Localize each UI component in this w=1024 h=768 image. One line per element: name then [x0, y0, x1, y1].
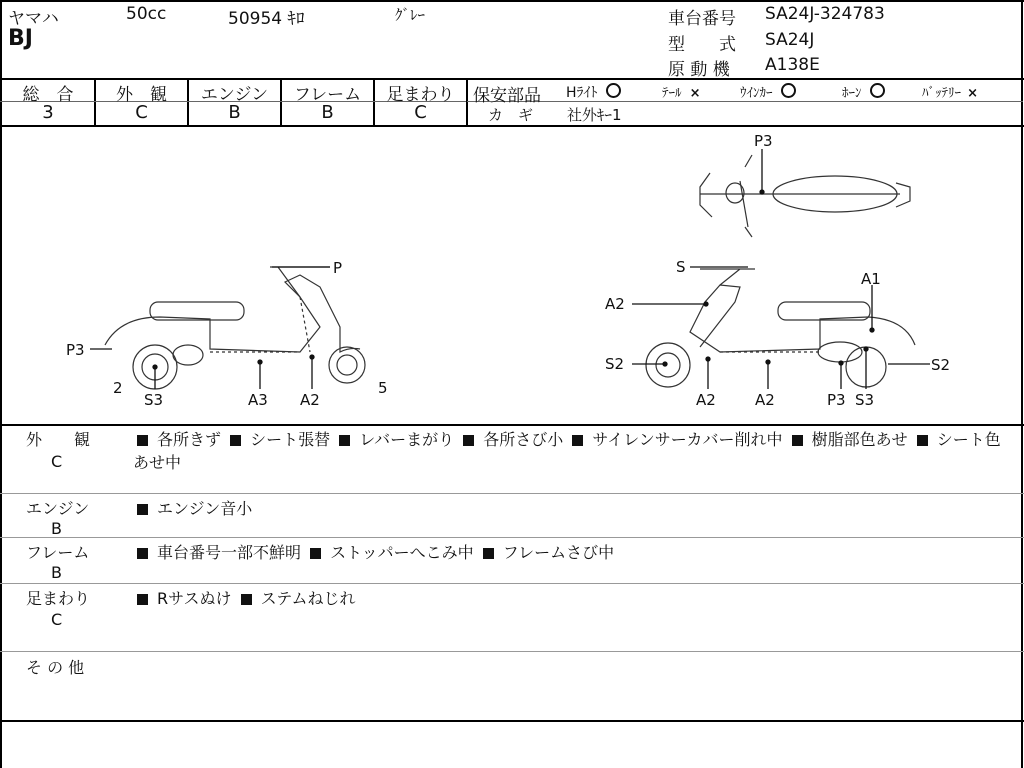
label-right-s2-left: S2: [605, 355, 625, 373]
label-left-p: P: [333, 259, 343, 277]
bullet-square-icon: [137, 435, 148, 446]
safety-label: 保安部品: [473, 86, 541, 106]
damage-diagram: [0, 127, 1024, 424]
scooter-top-view-icon: [700, 155, 910, 237]
bullet-square-icon: [463, 435, 474, 446]
label-left-a3: A3: [248, 391, 268, 409]
note: ステムねじれ: [260, 589, 356, 608]
remark-exterior-notes: [133, 428, 1013, 474]
remark-other-category: そ の 他: [26, 658, 85, 677]
color: ｸﾞﾚｰ: [395, 6, 426, 24]
grade-sep-5: [466, 79, 468, 126]
engine-label: 原 動 機: [668, 60, 730, 80]
remark-engine-category: エンジン: [26, 499, 90, 518]
note: ストッパーへこみ中: [330, 543, 474, 562]
grade-exterior-label: 外 観: [116, 85, 167, 105]
label-right-p3: P3: [827, 391, 846, 409]
label-right-a2-b2: A2: [755, 391, 775, 409]
safety-item-name: ﾎｰﾝ: [842, 86, 862, 101]
grade-frame-label: フレーム: [293, 85, 362, 105]
label-left-5: 5: [378, 379, 388, 397]
grade-exterior-value: C: [135, 102, 148, 123]
engine-value: A138E: [765, 55, 820, 75]
ng-mark-icon: ×: [689, 86, 701, 101]
safety-item-name: ｳｲﾝｶｰ: [740, 86, 773, 101]
ok-mark-icon: [606, 83, 621, 98]
label-right-a2-top: A2: [605, 295, 625, 313]
divider-remark-4: [0, 651, 1024, 652]
bullet-square-icon: [310, 548, 321, 559]
label-right-s3: S3: [855, 391, 875, 409]
maker: ヤマハ: [8, 9, 59, 29]
frame-no-label: 車台番号: [668, 9, 736, 29]
type-label: 型 式: [668, 35, 736, 55]
divider-remark-1: [0, 493, 1024, 494]
safety-mid-line: [467, 101, 1023, 102]
note: シート色あせ中: [133, 430, 1001, 472]
grade-suspension-label: 足まわり: [386, 85, 455, 105]
displacement: 50cc: [126, 4, 167, 24]
bullet-square-icon: [917, 435, 928, 446]
bullet-square-icon: [572, 435, 583, 446]
frame-no: SA24J-324783: [765, 4, 885, 24]
border-top: [0, 0, 1024, 2]
ok-mark-icon: [781, 83, 796, 98]
divider-remark-3: [0, 583, 1024, 584]
remark-suspension-grade: C: [51, 610, 63, 629]
safety-item-tail: [662, 82, 701, 101]
grade-overall-label: 総 合: [22, 85, 74, 105]
bullet-square-icon: [339, 435, 350, 446]
divider-bottom: [0, 720, 1024, 722]
note: 車台番号一部不鮮明: [157, 543, 302, 562]
bullet-square-icon: [137, 594, 148, 605]
note: エンジン音小: [157, 499, 253, 518]
remark-engine-grade: B: [51, 519, 62, 538]
safety-item-headlight: [566, 82, 621, 102]
safety-item-battery: [922, 82, 978, 101]
label-right-a1: A1: [861, 270, 881, 288]
bullet-square-icon: [241, 594, 252, 605]
remark-suspension-category: 足まわり: [26, 589, 91, 608]
remark-exterior-grade: C: [51, 452, 63, 471]
grade-overall-value: 3: [42, 102, 54, 123]
model-name: BJ: [8, 26, 33, 51]
label-left-2: 2: [113, 379, 123, 397]
grade-engine-label: エンジン: [200, 85, 269, 105]
note: レバーまがり: [359, 430, 455, 449]
safety-item-name: ﾊﾞｯﾃﾘｰ: [922, 86, 961, 101]
note: シート張替: [250, 430, 331, 449]
label-left-p3: P3: [66, 341, 85, 359]
bullet-square-icon: [137, 548, 148, 559]
label-right-s: S: [676, 258, 686, 276]
remark-frame-grade: B: [51, 563, 62, 582]
safety-item-winker: [740, 82, 796, 101]
note: 樹脂部色あせ: [811, 430, 908, 449]
label-top-p3: P3: [754, 132, 773, 150]
key-value: 社外ｷｰ1: [567, 106, 622, 124]
note: 各所さび小: [483, 430, 564, 449]
remark-exterior-category: 外 観: [26, 430, 91, 449]
remark-engine-notes: [133, 497, 1013, 520]
mileage: 50954 ｷﾛ: [228, 9, 305, 29]
divider-remark-2: [0, 537, 1024, 538]
grade-suspension-value: C: [414, 102, 427, 123]
grade-frame-value: B: [321, 102, 334, 123]
type-value: SA24J: [765, 30, 815, 50]
bullet-square-icon: [230, 435, 241, 446]
label-right-a2-b1: A2: [696, 391, 716, 409]
note: 各所きず: [157, 430, 222, 449]
grade-engine-value: B: [228, 102, 241, 123]
safety-item-name: ﾃｰﾙ: [662, 86, 682, 101]
note: Rサスぬけ: [157, 589, 232, 608]
safety-item-horn: [842, 82, 885, 101]
remark-frame-category: フレーム: [26, 543, 90, 562]
safety-item-name: Hﾗｲﾄ: [566, 85, 598, 101]
key-label: カ ギ: [488, 106, 534, 124]
remark-frame-notes: [133, 541, 1013, 564]
bullet-square-icon: [792, 435, 803, 446]
label-left-s3: S3: [144, 391, 164, 409]
ng-mark-icon: ×: [967, 86, 979, 101]
scooter-left-view-icon: [105, 267, 365, 389]
remark-suspension-notes: [133, 587, 1013, 610]
bullet-square-icon: [137, 504, 148, 515]
divider-diagram: [0, 424, 1024, 426]
note: フレームさび中: [502, 543, 615, 562]
note: サイレンサーカバー削れ中: [592, 430, 783, 449]
label-left-a2: A2: [300, 391, 320, 409]
bullet-square-icon: [483, 548, 494, 559]
label-right-s2-right: S2: [931, 356, 951, 374]
ok-mark-icon: [870, 83, 885, 98]
